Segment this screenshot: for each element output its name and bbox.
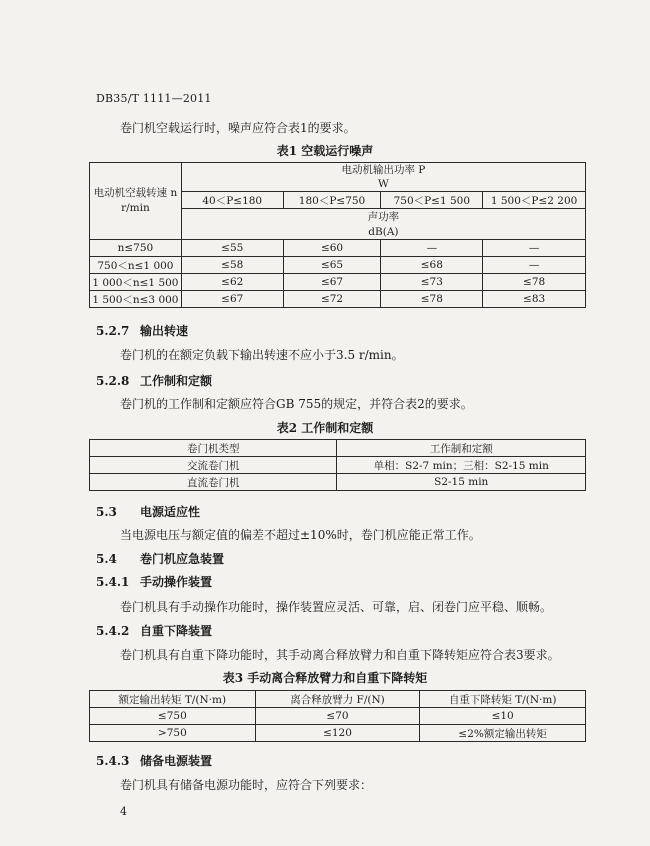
value-cell: ≤83 (483, 291, 586, 308)
table-row (90, 708, 586, 725)
value-cell: ≤68 (381, 257, 483, 274)
table-row (90, 240, 586, 257)
section-5-4-2-heading (96, 622, 212, 639)
section-5-4-1-text: 卷门机具有手动操作功能时，操作装置应灵活、可靠，启、闭卷门应平稳、顺畅。 (120, 600, 553, 614)
table-row (90, 457, 586, 474)
section-5-4-heading (96, 550, 224, 567)
force-cell: ≤120 (255, 725, 420, 742)
table-header-row (90, 440, 586, 457)
section-title: 输出转速 (140, 324, 189, 338)
column-header: 工作制和定额 (337, 440, 586, 457)
speed-cell: n≤750 (90, 240, 182, 257)
section-title: 储备电源装置 (140, 754, 213, 768)
work-mode-table (89, 439, 586, 491)
standard-code: DB35/T 1111—2011 (96, 92, 212, 105)
spl-header: 声功率 (181, 209, 585, 225)
value-cell: ≤72 (283, 291, 381, 308)
power-col-4: 1 500＜P≤2 200 (483, 192, 586, 209)
type-cell: 交流卷门机 (90, 457, 337, 474)
speed-column-header (90, 163, 182, 240)
value-cell: ≤78 (483, 274, 586, 291)
section-number: 5.3 (96, 505, 117, 519)
intro-paragraph: 卷门机空载运行时，噪声应符合表1的要求。 (120, 121, 356, 135)
power-header-text: 电动机输出功率 P (341, 164, 426, 176)
section-5-4-3-text: 卷门机具有储备电源功能时，应符合下列要求： (120, 778, 373, 792)
section-title: 电源适应性 (140, 505, 201, 519)
rating-cell: 单相：S2-7 min；三相：S2-15 min (337, 457, 586, 474)
table-header-row (90, 691, 586, 708)
section-5-4-3-heading (96, 752, 212, 769)
value-cell: ≤58 (181, 257, 283, 274)
section-number: 5.4.3 (96, 754, 130, 768)
drop-torque-cell: ≤10 (420, 708, 586, 725)
speed-header-text: 电动机空载转速 n r/min (93, 187, 178, 214)
value-cell: ≤55 (181, 240, 283, 257)
section-5-4-2-text: 卷门机具有自重下降功能时，其手动离合释放臂力和自重下降转矩应符合表3要求。 (120, 648, 560, 662)
power-unit-text: W (378, 178, 389, 190)
value-cell: ≤67 (181, 291, 283, 308)
section-number: 5.4.1 (96, 575, 130, 589)
spl-unit: dB(A) (181, 224, 585, 240)
section-title: 自重下降装置 (140, 624, 213, 638)
value-cell: ≤78 (381, 291, 483, 308)
table-row (90, 474, 586, 491)
power-header (181, 163, 585, 192)
section-title: 卷门机应急装置 (140, 552, 225, 566)
force-cell: ≤70 (255, 708, 420, 725)
value-cell: — (483, 257, 586, 274)
section-number: 5.4 (96, 552, 117, 566)
release-torque-table (89, 690, 586, 742)
section-5-2-8-heading (96, 372, 212, 389)
power-col-3: 750＜P≤1 500 (381, 192, 483, 209)
value-cell: — (483, 240, 586, 257)
section-5-3-heading (96, 503, 200, 520)
value-cell: ≤62 (181, 274, 283, 291)
column-header: 自重下降转矩 T/(N·m) (420, 691, 586, 708)
table1-caption: 表1 空载运行噪声 (276, 144, 374, 158)
value-cell: ≤67 (283, 274, 381, 291)
type-cell: 直流卷门机 (90, 474, 337, 491)
value-cell: ≤65 (283, 257, 381, 274)
column-header: 离合释放臂力 F/(N) (255, 691, 420, 708)
table-row (90, 725, 586, 742)
page-number: 4 (120, 805, 127, 818)
value-cell: ≤73 (381, 274, 483, 291)
table-row (90, 291, 586, 308)
section-number: 5.4.2 (96, 624, 130, 638)
section-number: 5.2.7 (96, 324, 130, 338)
noise-table (89, 162, 586, 308)
column-header: 额定输出转矩 T/(N·m) (90, 691, 256, 708)
section-title: 工作制和定额 (140, 374, 213, 388)
speed-cell: 750＜n≤1 000 (90, 257, 182, 274)
section-5-2-7-text: 卷门机的在额定负载下输出转速不应小于3.5 r/min。 (120, 348, 404, 362)
table2-caption: 表2 工作制和定额 (276, 421, 374, 435)
drop-torque-cell: ≤2%额定输出转矩 (420, 725, 586, 742)
speed-cell: 1 000＜n≤1 500 (90, 274, 182, 291)
value-cell: — (381, 240, 483, 257)
rating-cell: S2-15 min (337, 474, 586, 491)
section-5-2-8-text: 卷门机的工作制和定额应符合GB 755的规定，并符合表2的要求。 (120, 397, 473, 411)
table3-caption: 表3 手动离合释放臂力和自重下降转矩 (222, 671, 428, 685)
power-col-1: 40＜P≤180 (181, 192, 283, 209)
section-5-2-7-heading (96, 322, 188, 339)
section-title: 手动操作装置 (140, 575, 213, 589)
speed-cell: 1 500＜n≤3 000 (90, 291, 182, 308)
section-number: 5.2.8 (96, 374, 130, 388)
torque-cell: ≤750 (90, 708, 256, 725)
table-row (90, 274, 586, 291)
section-5-3-text: 当电源电压与额定值的偏差不超过±10%时，卷门机应能正常工作。 (120, 528, 481, 542)
power-col-2: 180＜P≤750 (283, 192, 381, 209)
table-row (90, 257, 586, 274)
value-cell: ≤60 (283, 240, 381, 257)
section-5-4-1-heading (96, 573, 212, 590)
torque-cell: >750 (90, 725, 256, 742)
column-header: 卷门机类型 (90, 440, 337, 457)
